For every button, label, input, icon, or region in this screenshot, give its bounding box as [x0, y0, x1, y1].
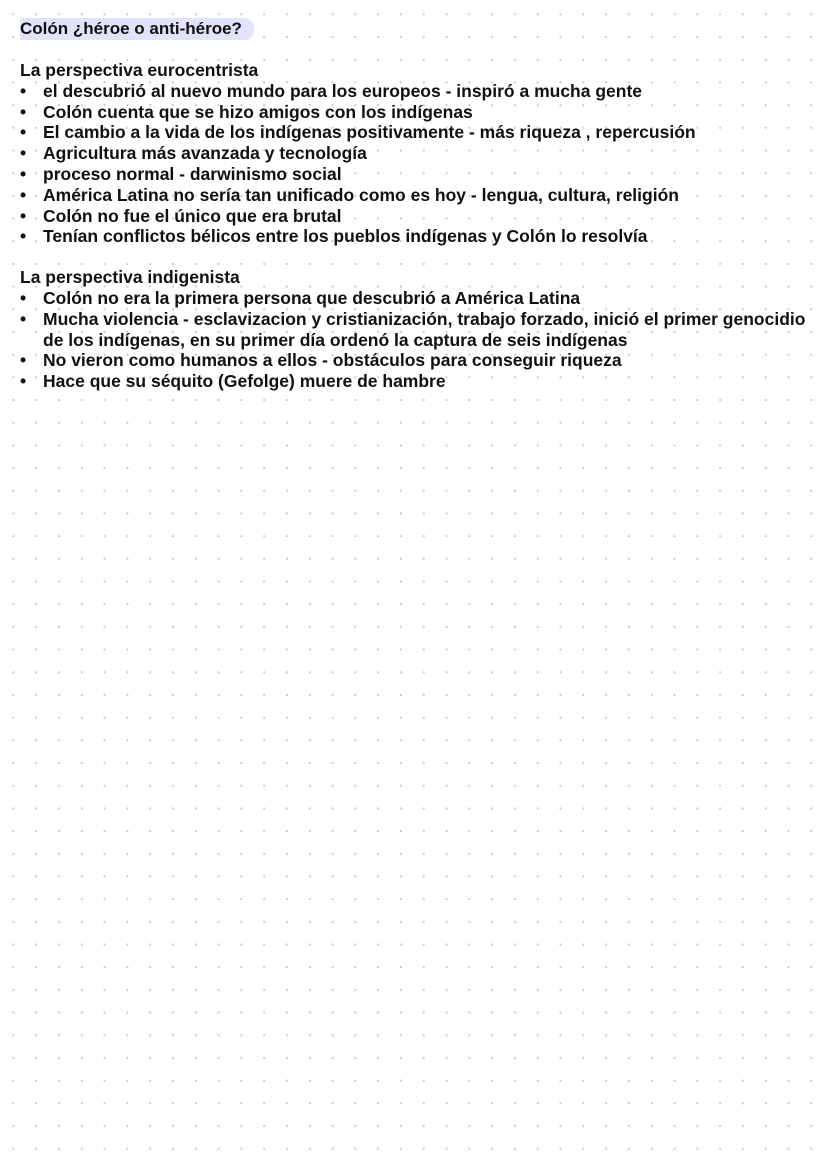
section-heading: La perspectiva indigenista: [20, 267, 240, 288]
bullet-icon: •: [20, 163, 27, 184]
bullet-icon: •: [20, 371, 27, 392]
list-item-text: Colón cuenta que se hizo amigos con los indígenas: [43, 101, 473, 122]
list-item-text: Mucha violencia - esclavizacion y cristianización, trabajo forzado, inició el primer genocidio de los indígenas, en su primer día ordenó la captura de seis indígenas: [43, 308, 806, 350]
list-item: [20, 122, 810, 143]
list-item-text: El cambio a la vida de los indígenas positivamente - más riqueza , repercusión: [43, 122, 696, 143]
list-item: [20, 102, 810, 123]
list-item-text: Colón no fue el único que era brutal: [43, 205, 342, 226]
list-item-text: No vieron como humanos a ellos - obstáculos para conseguir riqueza: [43, 350, 622, 371]
list-item-text: América Latina no sería tan unificado como es hoy - lengua, cultura, religión: [43, 184, 679, 205]
bullet-icon: •: [20, 308, 27, 329]
list-item: [20, 309, 810, 351]
list-item-text: proceso normal - darwinismo social: [43, 163, 342, 184]
list-item: [20, 185, 810, 206]
list-item-text: Hace que su séquito (Gefolge) muere de hambre: [43, 371, 446, 392]
bullet-icon: •: [20, 122, 27, 143]
list-item-text: Tenían conflictos bélicos entre los pueblos indígenas y Colón lo resolvía: [43, 226, 648, 247]
bullet-icon: •: [20, 350, 27, 371]
list-item: [20, 288, 810, 309]
list-item-text: Colón no era la primera persona que descubrió a América Latina: [43, 287, 581, 308]
bullet-icon: •: [20, 101, 27, 122]
list-item: [20, 371, 810, 392]
bullet-list: [20, 81, 810, 247]
bullet-icon: •: [20, 226, 27, 247]
list-item-text: el descubrió al nuevo mundo para los europeos - inspiró a mucha gente: [43, 80, 643, 101]
bullet-icon: •: [20, 184, 27, 205]
list-item: [20, 206, 810, 227]
list-item: [20, 164, 810, 185]
bullet-icon: •: [20, 205, 27, 226]
list-item: [20, 226, 810, 247]
section-heading: La perspectiva eurocentrista: [20, 60, 259, 80]
list-item-text: Agricultura más avanzada y tecnología: [43, 143, 367, 164]
section: [20, 267, 810, 392]
note-page: [20, 18, 810, 392]
bullet-list: [20, 288, 810, 392]
bullet-icon: •: [20, 80, 27, 101]
section: [20, 60, 810, 247]
list-item: [20, 350, 810, 371]
list-item: [20, 143, 810, 164]
page-title: Colón ¿héroe o anti-héroe?: [20, 18, 254, 40]
bullet-icon: •: [20, 143, 27, 164]
bullet-icon: •: [20, 287, 27, 308]
list-item: [20, 81, 810, 102]
